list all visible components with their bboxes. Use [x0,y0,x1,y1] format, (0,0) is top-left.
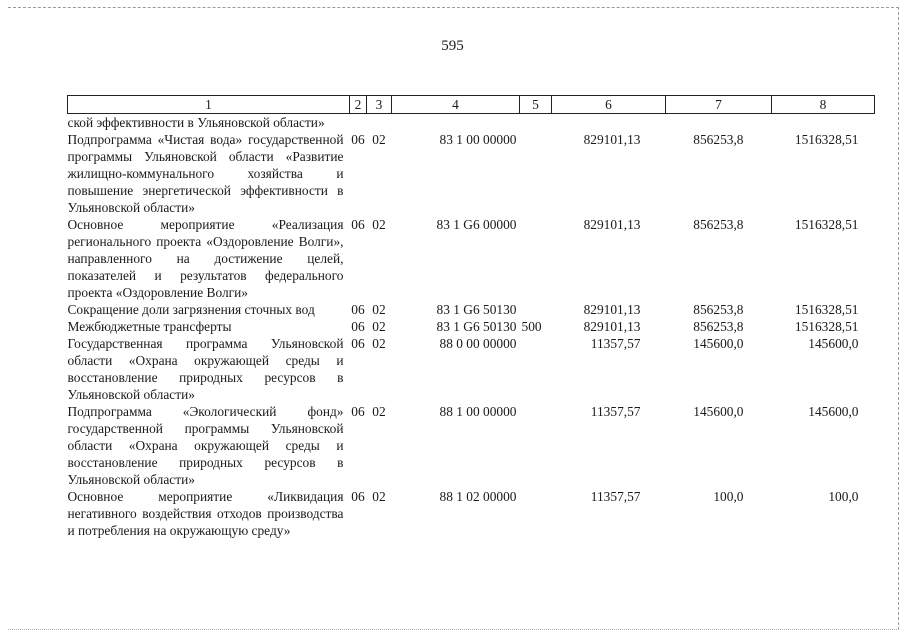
page-edge-bottom [8,629,899,630]
row-amount-col8 [772,114,875,132]
row-amount-col8: 1516328,51 [794,217,859,232]
row-section: 06 [351,336,365,351]
row-amount-col7: 100,0 [713,489,744,504]
row-amount-col6: 829101,13 [583,302,641,317]
row-amount-col6: 829101,13 [583,319,641,334]
row-expense-type: 500 [521,319,542,334]
row-section: 06 [351,302,365,317]
row-subsection: 02 [372,319,386,334]
row-section: 06 [351,404,365,419]
row-amount-col6: 11357,57 [590,489,641,504]
header-col-8: 8 [772,96,875,114]
header-col-7: 7 [666,96,772,114]
row-amount-col8: 145600,0 [808,404,859,419]
row-amount-col6: 11357,57 [590,404,641,419]
row-target-code: 88 0 00 00000 [439,336,517,351]
row-section: 06 [351,217,365,232]
row-amount-col7 [666,114,772,132]
header-col-6: 6 [552,96,666,114]
row-section [350,114,367,132]
row-target-code: 88 1 02 00000 [439,489,517,504]
table-row [68,114,875,132]
row-name: Основное мероприятие «Реализация регионального проекта «Оздоровление Волги», направленного на достижение целей, показателей и результатов федерального проекта «Оздоровление Волги» [67,217,344,300]
row-amount-col8: 1516328,51 [794,132,859,147]
table-row [68,131,875,216]
row-name: Государственная программа Ульяновской области «Охрана окружающей среды и восстановление природных ресурсов в Ульяновской области» [67,336,344,402]
row-subsection: 02 [372,302,386,317]
row-amount-col7: 145600,0 [693,404,744,419]
row-subsection [367,114,392,132]
table-row [68,318,875,335]
row-amount-col8: 1516328,51 [794,319,859,334]
row-amount-col7: 145600,0 [693,336,744,351]
row-name: Межбюджетные трансферты [67,319,232,334]
row-name: ской эффективности в Ульяновской области» [67,115,325,130]
row-target-code: 83 1 00 00000 [439,132,517,147]
row-section: 06 [351,132,365,147]
row-amount-col8: 100,0 [828,489,859,504]
row-target-code: 83 1 G6 00000 [436,217,517,232]
header-col-1: 1 [68,96,350,114]
row-target-code: 88 1 00 00000 [439,404,517,419]
row-name: Основное мероприятие «Ликвидация негативного воздействия отходов производства и потребления на окружающую среду» [67,489,344,538]
page-number: 595 [441,38,464,54]
row-subsection: 02 [372,404,386,419]
header-row [68,96,875,114]
row-amount-col7: 856253,8 [693,302,744,317]
row-amount-col8: 1516328,51 [794,302,859,317]
row-expense-type [520,403,552,488]
row-name: Сокращение доли загрязнения сточных вод [67,302,315,317]
table-row [68,216,875,301]
row-expense-type [520,301,552,318]
row-name: Подпрограмма «Чистая вода» государственной программы Ульяновской области «Развитие жилищно-коммунального хозяйства и повышение энергетической эффективности в Ульяновской области» [67,132,344,215]
row-amount-col7: 856253,8 [693,132,744,147]
table-row [68,403,875,488]
row-subsection: 02 [372,489,386,504]
row-amount-col7: 856253,8 [693,319,744,334]
header-col-5: 5 [520,96,552,114]
row-name: Подпрограмма «Экологический фонд» государственной программы Ульяновской области «Охрана окружающей среды и восстановление природных ресурсов в Ульяновской области» [67,404,344,487]
header-col-4: 4 [392,96,520,114]
table-body [68,114,875,540]
header-col-2: 2 [350,96,367,114]
row-amount-col8: 145600,0 [808,336,859,351]
row-target-code: 83 1 G6 50130 [436,319,517,334]
table-row [68,335,875,403]
row-target-code: 83 1 G6 50130 [436,302,517,317]
row-amount-col6: 829101,13 [583,132,641,147]
row-section: 06 [351,319,365,334]
page-edge-top [8,7,899,8]
row-subsection: 02 [372,336,386,351]
row-amount-col6: 829101,13 [583,217,641,232]
row-expense-type [520,216,552,301]
table-row [68,488,875,539]
table-row [68,301,875,318]
budget-table [67,95,875,539]
row-subsection: 02 [372,132,386,147]
table-header [68,96,875,114]
row-amount-col6: 11357,57 [590,336,641,351]
row-subsection: 02 [372,217,386,232]
row-expense-type [520,488,552,539]
row-target-code [392,114,520,132]
row-section: 06 [351,489,365,504]
header-col-3: 3 [367,96,392,114]
row-amount-col6 [552,114,666,132]
page-edge-right [898,7,899,630]
row-expense-type [520,131,552,216]
row-expense-type [520,114,552,132]
row-expense-type [520,335,552,403]
row-amount-col7: 856253,8 [693,217,744,232]
